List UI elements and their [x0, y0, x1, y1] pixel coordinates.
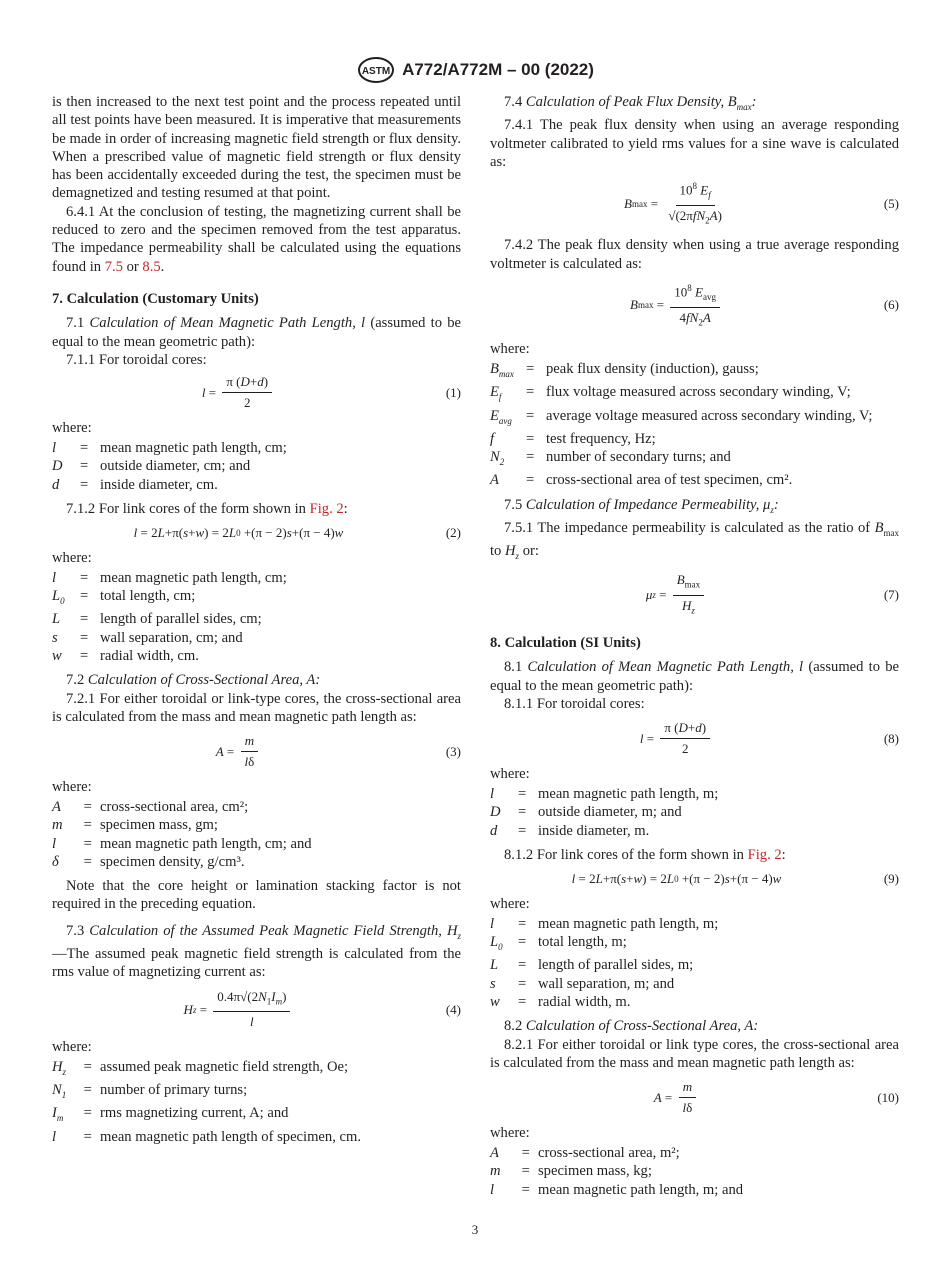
paragraph-7-1: 7.1 Calculation of Mean Magnetic Path Length, l (assumed to be equal to the mean geometric path):	[52, 315, 461, 350]
definition-row: A = cross-sectional area, m²;	[490, 1145, 680, 1162]
where-label: where:	[490, 895, 530, 912]
page-header	[0, 55, 950, 85]
equation-10-number: (10)	[877, 1089, 899, 1105]
equation-3: A = $\frac{m}{l\delta}$ (3)	[215, 733, 461, 770]
equation-4-number: (4)	[445, 1001, 461, 1017]
link-fig-2[interactable]: Fig. 2	[309, 500, 344, 517]
paragraph-7-2-1: 7.2.1 For either toroidal or link-type cores, the cross-sectional area is calculated from the mass and mean magnetic path length as:	[52, 690, 461, 725]
where-label: where:	[52, 778, 92, 795]
equation-8-number: (8)	[883, 730, 899, 746]
definition-row: l = mean magnetic path length, m; and	[490, 1181, 744, 1198]
equation-4: H z = $\frac{0.4\pi√(2N_1I_m)}{l}$ (4)	[183, 988, 461, 1030]
paragraph-note: Note that the core height or lamination stacking factor is not required in the preceding equation.	[52, 878, 461, 913]
paragraph-8-1: 8.1 Calculation of Mean Magnetic Path Length, l (assumed to be equal to the mean geometric path):	[490, 659, 899, 694]
definitions-6	[490, 360, 899, 489]
where-label: where:	[52, 1038, 92, 1055]
astm-logo	[356, 56, 396, 84]
paragraph-8-1-2: 8.1.2 For link cores of the form shown in Fig. 2:	[504, 846, 786, 863]
equation-6-number: (6)	[883, 297, 899, 313]
equation-9: l = 2 L +π( s + w ) = 2 L 0 +(π − 2) s +(π − 4) w (9)	[490, 870, 899, 888]
where-label: where:	[490, 340, 530, 357]
definition-row: l = mean magnetic path length, cm; and	[52, 835, 312, 852]
link-fig-2[interactable]: Fig. 2	[747, 846, 782, 863]
definition-row: $E_f$ = flux voltage measured across secondary winding, V;	[490, 384, 851, 403]
paragraph-8-2-1: 8.2.1 For either toroidal or link type cores, the cross-sectional area is calculated from the mass and mean magnetic path length as:	[490, 1036, 899, 1071]
definition-row: s = wall separation, cm; and	[52, 629, 243, 646]
definitions-1	[52, 439, 461, 494]
paragraph-7-5: 7.5 Calculation of Impedance Permeability, $\mu_z$:	[504, 496, 779, 515]
equation-3-number: (3)	[445, 743, 461, 759]
definition-row: $H_z$ = assumed peak magnetic field strength, Oe;	[52, 1059, 349, 1077]
equation-5: B max = $\frac{10^8 E_f}{√(2\pi fN_2A)}$ (5)	[490, 177, 899, 230]
equation-1-number: (1)	[445, 384, 461, 400]
definition-row: d = inside diameter, cm.	[52, 476, 218, 493]
definition-row: w = radial width, m.	[490, 993, 631, 1010]
link-8-5[interactable]: 8.5	[142, 258, 161, 275]
definitions-10	[490, 1144, 899, 1199]
equation-2-number: (2)	[445, 525, 461, 541]
paragraph-8-2: 8.2 Calculation of Cross-Sectional Area, A:	[504, 1018, 759, 1035]
equation-9-number: (9)	[883, 871, 899, 887]
paragraph-7-4-2: 7.4.2 The peak flux density when using a true average responding voltmeter is calculated as:	[490, 237, 899, 272]
definition-row: A = cross-sectional area of test specimen, cm².	[490, 472, 793, 489]
heading-section-7: 7. Calculation (Customary Units)	[52, 290, 259, 307]
equation-7: μ z = $\frac{B_{max}}{H_z}$ (7)	[645, 572, 899, 616]
equation-8: l = $\frac{\pi (D+d)}{2}$ (8)	[639, 720, 899, 757]
definition-row: $I_m$ = rms magnetizing current, A; and	[52, 1105, 289, 1124]
definition-row: L = length of parallel sides, cm;	[52, 611, 262, 628]
equation-6: B max = $\frac{10^8 E_{avg}}{4fN_2A}$ (6)	[490, 279, 899, 332]
paragraph-8-1-1: 8.1.1 For toroidal cores:	[504, 695, 645, 712]
definition-row: s = wall separation, m; and	[490, 975, 675, 992]
paragraph-6-4-1: 6.4.1 At the conclusion of testing, the magnetizing current shall be reduced to zero and the specimen removed from the test apparatus. The impedance permeability shall be calculated using the equations found in 7.5 or 8.5.	[52, 203, 461, 275]
right-column	[490, 93, 899, 1205]
page-number: 3	[471, 1222, 479, 1237]
definitions-9	[490, 915, 899, 1011]
equation-10: A = $\frac{m}{l\delta}$ (10)	[653, 1079, 899, 1116]
paragraph-7-1-2: 7.1.2 For link cores of the form shown in Fig. 2:	[66, 500, 348, 517]
paragraph-7-2: 7.2 Calculation of Cross-Sectional Area, A:	[66, 672, 321, 689]
definition-row: $E_{avg}$ = average voltage measured across secondary winding, V;	[490, 407, 873, 426]
definition-row: d = inside diameter, m.	[490, 822, 650, 839]
equation-2: l = 2 L +π( s + w ) = 2 L 0 +(π − 2) s +(π − 4) w (2)	[52, 524, 461, 542]
definition-row: m = specimen mass, gm;	[52, 817, 218, 834]
svg-text:ASTM: ASTM	[361, 66, 391, 77]
document-title: A772/A772M – 00 (2022)	[402, 60, 594, 79]
heading-section-8: 8. Calculation (SI Units)	[490, 635, 641, 651]
paragraph-continuation: is then increased to the next test point and the process repeated until all test points have been measured. It is imperative that measurements be made in order of increasing magnetic field strength or flux density. When a prescribed value of magnetic field strength or flux density has been accidentally exceeded during the test, the specimen must be demagnetized and testing resumed at that point.	[52, 94, 461, 202]
paragraph-7-4-1: 7.4.1 The peak flux density when using an average responding voltmeter calibrated to yield rms values for a sine wave is calculated as:	[490, 117, 899, 170]
paragraph-7-3: 7.3 Calculation of the Assumed Peak Magnetic Field Strength, $H_z—The$ assumed peak magnetic field strength is calculated from the rms value of magnetizing current as:	[52, 922, 461, 981]
definition-row: l = mean magnetic path length, cm;	[52, 569, 287, 586]
definition-row: w = radial width, cm.	[52, 647, 199, 664]
definition-row: $N_1$ = number of primary turns;	[52, 1082, 248, 1101]
definitions-3	[52, 798, 461, 871]
definition-row: δ = specimen density, g/cm³.	[52, 853, 245, 870]
definition-row: l = mean magnetic path length, m;	[490, 786, 719, 803]
definition-row: l = mean magnetic path length, m;	[490, 915, 719, 932]
equation-7-number: (7)	[883, 587, 899, 603]
definition-row: $N_2$ = number of secondary turns; and	[490, 449, 731, 468]
where-label: where:	[490, 765, 530, 782]
link-7-5[interactable]: 7.5	[104, 258, 123, 275]
paragraph-7-4: 7.4 Calculation of Peak Flux Density, $B_{max}$:	[504, 94, 757, 112]
definition-row: m = specimen mass, kg;	[490, 1163, 652, 1180]
definitions-8	[490, 785, 899, 840]
definition-row: f = test frequency, Hz;	[490, 430, 656, 447]
definition-row: $L_0$ = total length, m;	[490, 934, 627, 953]
definition-row: $L_0$ = total length, cm;	[52, 588, 196, 607]
equation-5-number: (5)	[883, 195, 899, 211]
definition-row: $B_{max}$ = peak flux density (induction), gauss;	[490, 361, 759, 380]
definitions-4	[52, 1058, 461, 1146]
definition-row: A = cross-sectional area, cm²;	[52, 799, 249, 815]
equation-1: l = $\frac{\pi (D+d)}{2}$ (1)	[201, 374, 461, 411]
where-label: where:	[490, 1124, 530, 1141]
definition-row: l = mean magnetic path length, cm;	[52, 440, 287, 457]
definition-row: D = outside diameter, m; and	[490, 804, 682, 821]
where-label: where:	[52, 549, 92, 566]
where-label: where:	[52, 419, 92, 436]
left-column	[52, 93, 461, 1152]
definition-row: L = length of parallel sides, m;	[490, 957, 694, 974]
definition-row: l = mean magnetic path length of specimen, cm.	[52, 1128, 361, 1145]
paragraph-7-1-1: 7.1.1 For toroidal cores:	[66, 351, 207, 368]
paragraph-7-5-1: 7.5.1 The impedance permeability is calculated as the ratio of $B_{max}$ to $H_z$ or:	[490, 519, 899, 561]
definition-row: D = outside diameter, cm; and	[52, 458, 251, 475]
definitions-2	[52, 569, 461, 665]
